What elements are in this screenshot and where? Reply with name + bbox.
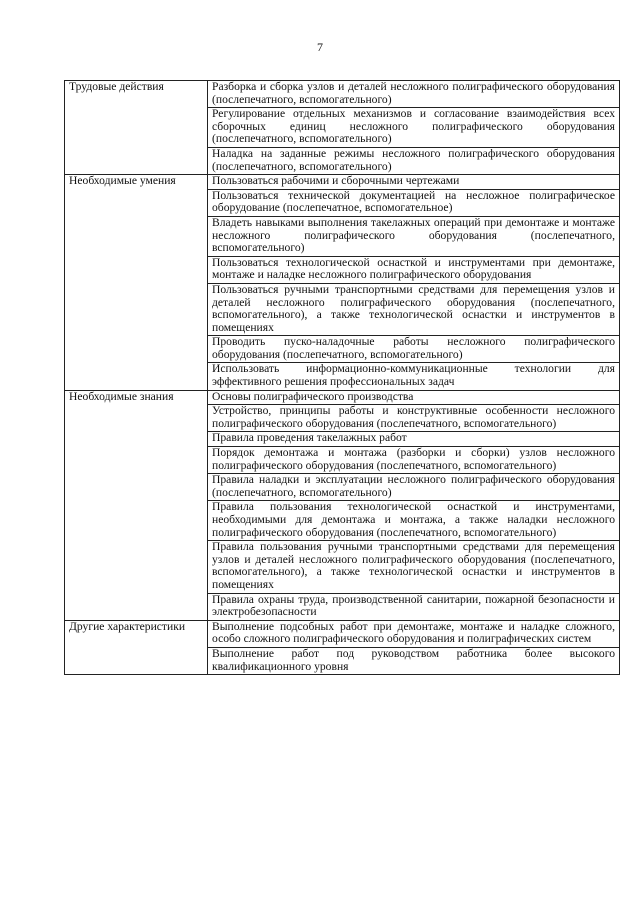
section-item: Основы полиграфического производства (208, 390, 620, 405)
table-row (65, 390, 620, 405)
section-heading: Трудовые действия (65, 81, 208, 175)
section-item: Правила пользования технологической оснасткой и инструментами, необходимыми для демонтажа и монтажа, а также наладки несложного полиграфического оборудования (послепечатного, вспомогательного) (208, 501, 620, 541)
section-item: Пользоваться рабочими и сборочными чертежами (208, 175, 620, 190)
section-item: Правила охраны труда, производственной санитарии, пожарной безопасности и электробезопасности (208, 593, 620, 620)
section-item: Пользоваться технической документацией на несложное полиграфическое оборудование (послепечатное, вспомогательное) (208, 189, 620, 216)
section-item: Выполнение работ под руководством работника более высокого квалификационного уровня (208, 647, 620, 674)
section-item: Порядок демонтажа и монтажа (разборки и сборки) узлов несложного полиграфического оборудования (послепечатного, вспомогательного) (208, 447, 620, 474)
section-item: Использовать информационно-коммуникационные технологии для эффективного решения профессиональных задач (208, 363, 620, 390)
section-heading: Необходимые умения (65, 175, 208, 391)
section-item: Регулирование отдельных механизмов и согласование взаимодействия всех сборочных единиц несложного полиграфического оборудования (послепечатного, вспомогательного) (208, 108, 620, 148)
section-item: Правила пользования ручными транспортными средствами для перемещения узлов и деталей несложного полиграфического оборудования (послепечатного, вспомогательного), а также технологической оснастки и инструментов в помещениях (208, 541, 620, 593)
section-item: Наладка на заданные режимы несложного полиграфического оборудования (послепечатного, вспомогательного) (208, 147, 620, 174)
characteristics-table (64, 80, 620, 675)
section-item: Пользоваться ручными транспортными средствами для перемещения узлов и деталей несложного полиграфического оборудования (послепечатного, вспомогательного), а также технологической оснастки и инструментов в помещениях (208, 283, 620, 335)
section-item: Правила наладки и эксплуатации несложного полиграфического оборудования (послепечатного, вспомогательного) (208, 474, 620, 501)
section-heading: Необходимые знания (65, 390, 208, 620)
section-item: Правила проведения такелажных работ (208, 432, 620, 447)
table-row (65, 620, 620, 647)
section-item: Выполнение подсобных работ при демонтаже, монтаже и наладке сложного, особо сложного полиграфического оборудования и полиграфических систем (208, 620, 620, 647)
section-item: Разборка и сборка узлов и деталей несложного полиграфического оборудования (послепечатного, вспомогательного) (208, 81, 620, 108)
section-item: Владеть навыками выполнения такелажных операций при демонтаже и монтаже несложного полиграфического оборудования (послепечатного, вспомогательного) (208, 216, 620, 256)
characteristics-table-body (65, 81, 620, 675)
page-number: 7 (317, 40, 323, 54)
table-row (65, 175, 620, 190)
section-heading: Другие характеристики (65, 620, 208, 674)
table-row (65, 81, 620, 108)
section-item: Устройство, принципы работы и конструктивные особенности несложного полиграфического оборудования (послепечатного, вспомогательного) (208, 405, 620, 432)
section-item: Пользоваться технологической оснасткой и инструментами при демонтаже, монтаже и наладке несложного полиграфического оборудования (208, 256, 620, 283)
section-item: Проводить пуско-наладочные работы несложного полиграфического оборудования (послепечатного, вспомогательного) (208, 336, 620, 363)
